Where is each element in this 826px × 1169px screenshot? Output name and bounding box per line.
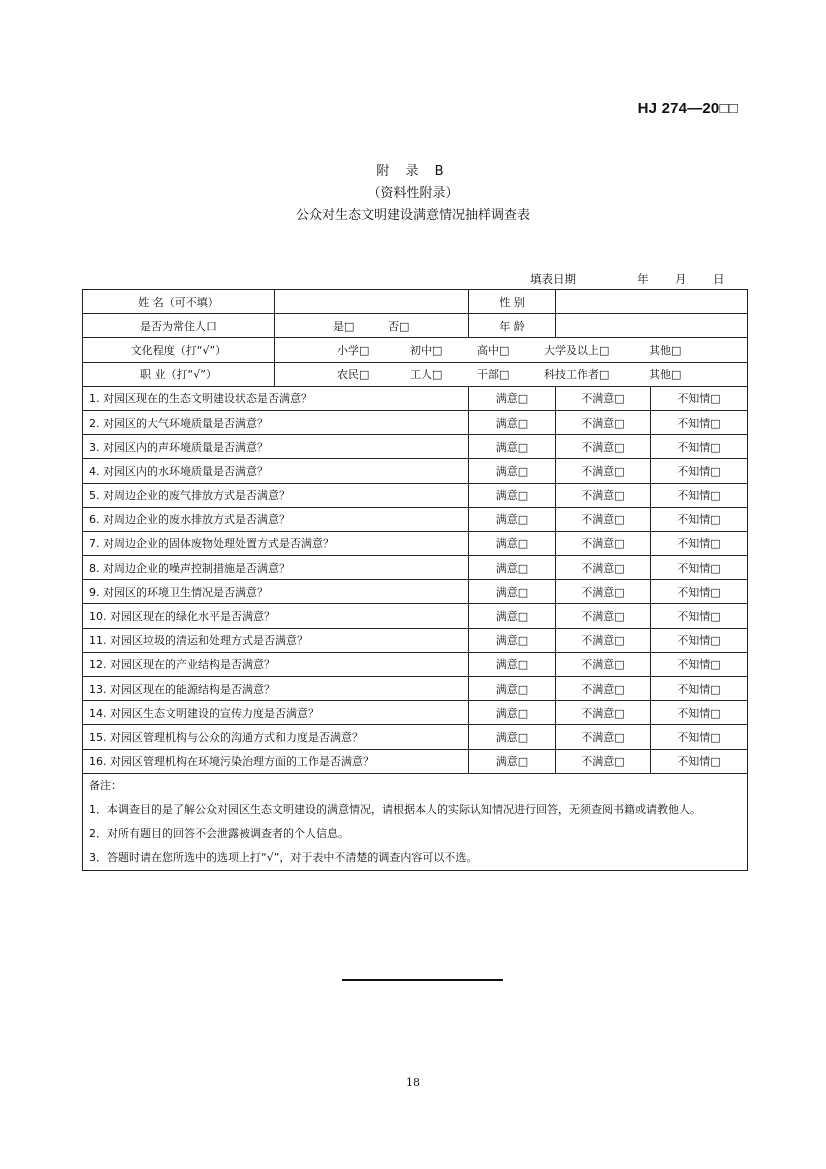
- unsatisfied-checkbox[interactable]: 不满意□: [556, 677, 651, 701]
- question-row: [83, 531, 748, 555]
- unknown-checkbox[interactable]: 不知情□: [651, 628, 748, 652]
- gender-label: 性 别: [469, 290, 556, 314]
- unsatisfied-checkbox[interactable]: 不满意□: [556, 701, 651, 725]
- note-item: 3．答题时请在您所选中的选项上打“√”，对于表中不清楚的调查内容可以不选。: [89, 850, 478, 864]
- unknown-checkbox[interactable]: 不知情□: [651, 556, 748, 580]
- education-option[interactable]: 其他□: [649, 343, 682, 357]
- unsatisfied-checkbox[interactable]: 不满意□: [556, 580, 651, 604]
- question-row: [83, 652, 748, 676]
- occupation-option[interactable]: 工人□: [410, 368, 443, 382]
- question-row: [83, 459, 748, 483]
- name-label: 姓 名（可不填）: [83, 290, 275, 314]
- satisfied-checkbox[interactable]: 满意□: [469, 459, 556, 483]
- info-row-education: [83, 338, 748, 362]
- resident-options: [275, 314, 469, 338]
- satisfied-checkbox[interactable]: 满意□: [469, 435, 556, 459]
- occupation-options: [275, 362, 748, 386]
- question-text: 10. 对园区现在的绿化水平是否满意？: [83, 604, 469, 628]
- question-text: 8. 对周边企业的噪声控制措施是否满意？: [83, 556, 469, 580]
- satisfied-checkbox[interactable]: 满意□: [469, 628, 556, 652]
- question-row: [83, 628, 748, 652]
- question-text: 1. 对园区现在的生态文明建设状态是否满意？: [83, 386, 469, 410]
- age-field[interactable]: [556, 314, 748, 338]
- education-option[interactable]: 初中□: [410, 343, 443, 357]
- satisfied-checkbox[interactable]: 满意□: [469, 386, 556, 410]
- satisfied-checkbox[interactable]: 满意□: [469, 556, 556, 580]
- education-option[interactable]: 大学及以上□: [544, 343, 610, 357]
- resident-label: 是否为常住人口: [83, 314, 275, 338]
- education-label: 文化程度（打“√”）: [83, 338, 275, 362]
- unsatisfied-checkbox[interactable]: 不满意□: [556, 604, 651, 628]
- unsatisfied-checkbox[interactable]: 不满意□: [556, 483, 651, 507]
- name-field[interactable]: [275, 290, 469, 314]
- unknown-checkbox[interactable]: 不知情□: [651, 725, 748, 749]
- unsatisfied-checkbox[interactable]: 不满意□: [556, 386, 651, 410]
- unknown-checkbox[interactable]: 不知情□: [651, 459, 748, 483]
- question-row: [83, 410, 748, 434]
- unsatisfied-checkbox[interactable]: 不满意□: [556, 556, 651, 580]
- education-option[interactable]: 小学□: [337, 343, 370, 357]
- satisfied-checkbox[interactable]: 满意□: [469, 652, 556, 676]
- notes-cell: [83, 773, 748, 870]
- question-row: [83, 435, 748, 459]
- question-text: 2. 对园区的大气环境质量是否满意？: [83, 410, 469, 434]
- occupation-option[interactable]: 其他□: [649, 368, 682, 382]
- question-row: [83, 483, 748, 507]
- unsatisfied-checkbox[interactable]: 不满意□: [556, 749, 651, 773]
- unknown-checkbox[interactable]: 不知情□: [651, 435, 748, 459]
- notes-heading: 备注：: [89, 778, 122, 792]
- page-number: 18: [406, 1076, 420, 1089]
- unsatisfied-checkbox[interactable]: 不满意□: [556, 531, 651, 555]
- satisfied-checkbox[interactable]: 满意□: [469, 531, 556, 555]
- fill-date-label: 填表日期: [530, 272, 576, 286]
- question-row: [83, 580, 748, 604]
- question-row: [83, 701, 748, 725]
- education-options: [275, 338, 748, 362]
- note-item: 1．本调查目的是了解公众对园区生态文明建设的满意情况，请根据本人的实际认知情况进行回答，无须查阅书籍或请教他人。: [89, 802, 701, 816]
- question-text: 4. 对园区内的水环境质量是否满意？: [83, 459, 469, 483]
- unknown-checkbox[interactable]: 不知情□: [651, 507, 748, 531]
- question-text: 3. 对园区内的声环境质量是否满意？: [83, 435, 469, 459]
- satisfied-checkbox[interactable]: 满意□: [469, 604, 556, 628]
- question-row: [83, 386, 748, 410]
- question-text: 7. 对周边企业的固体废物处理处置方式是否满意？: [83, 531, 469, 555]
- unsatisfied-checkbox[interactable]: 不满意□: [556, 507, 651, 531]
- appendix-note: （资料性附录）: [367, 186, 459, 201]
- question-text: 6. 对周边企业的废水排放方式是否满意？: [83, 507, 469, 531]
- unsatisfied-checkbox[interactable]: 不满意□: [556, 652, 651, 676]
- unsatisfied-checkbox[interactable]: 不满意□: [556, 410, 651, 434]
- unsatisfied-checkbox[interactable]: 不满意□: [556, 628, 651, 652]
- unknown-checkbox[interactable]: 不知情□: [651, 677, 748, 701]
- question-text: 16. 对园区管理机构在环境污染治理方面的工作是否满意？: [83, 749, 469, 773]
- question-row: [83, 677, 748, 701]
- satisfied-checkbox[interactable]: 满意□: [469, 701, 556, 725]
- satisfied-checkbox[interactable]: 满意□: [469, 483, 556, 507]
- question-row: [83, 556, 748, 580]
- fill-date-day: 日: [713, 272, 725, 286]
- satisfied-checkbox[interactable]: 满意□: [469, 749, 556, 773]
- notes-row: [83, 773, 748, 870]
- appendix-title: 附 录 B: [376, 164, 450, 179]
- question-text: 13. 对园区现在的能源结构是否满意？: [83, 677, 469, 701]
- note-item: 2．对所有题目的回答不会泄露被调查者的个人信息。: [89, 826, 349, 840]
- info-row-occupation: [83, 362, 748, 386]
- form-title: 公众对生态文明建设满意情况抽样调查表: [295, 208, 530, 223]
- occupation-option[interactable]: 农民□: [337, 368, 370, 382]
- standard-code: HJ 274—20□□: [637, 100, 738, 117]
- satisfied-checkbox[interactable]: 满意□: [469, 725, 556, 749]
- survey-table: [82, 289, 748, 871]
- question-text: 15. 对园区管理机构与公众的沟通方式和力度是否满意？: [83, 725, 469, 749]
- info-row-resident: [83, 314, 748, 338]
- resident-yes-checkbox[interactable]: 是□: [333, 319, 355, 333]
- unsatisfied-checkbox[interactable]: 不满意□: [556, 459, 651, 483]
- occupation-option[interactable]: 干部□: [477, 368, 510, 382]
- question-row: [83, 725, 748, 749]
- unknown-checkbox[interactable]: 不知情□: [651, 483, 748, 507]
- fill-date-month: 月: [675, 272, 687, 286]
- occupation-option[interactable]: 科技工作者□: [544, 368, 610, 382]
- unknown-checkbox[interactable]: 不知情□: [651, 386, 748, 410]
- fill-date-year: 年: [637, 272, 649, 286]
- question-text: 12. 对园区现在的产业结构是否满意？: [83, 652, 469, 676]
- unsatisfied-checkbox[interactable]: 不满意□: [556, 725, 651, 749]
- question-row: [83, 507, 748, 531]
- satisfied-checkbox[interactable]: 满意□: [469, 507, 556, 531]
- unknown-checkbox[interactable]: 不知情□: [651, 749, 748, 773]
- unknown-checkbox[interactable]: 不知情□: [651, 701, 748, 725]
- age-label: 年 龄: [469, 314, 556, 338]
- unknown-checkbox[interactable]: 不知情□: [651, 652, 748, 676]
- question-row: [83, 604, 748, 628]
- unknown-checkbox[interactable]: 不知情□: [651, 410, 748, 434]
- question-text: 11. 对园区垃圾的清运和处理方式是否满意？: [83, 628, 469, 652]
- end-rule: [342, 979, 503, 981]
- question-row: [83, 749, 748, 773]
- occupation-label: 职 业（打“√”）: [83, 362, 275, 386]
- education-option[interactable]: 高中□: [477, 343, 510, 357]
- question-text: 14. 对园区生态文明建设的宣传力度是否满意？: [83, 701, 469, 725]
- question-text: 9. 对园区的环境卫生情况是否满意？: [83, 580, 469, 604]
- satisfied-checkbox[interactable]: 满意□: [469, 580, 556, 604]
- info-row-name: [83, 290, 748, 314]
- unknown-checkbox[interactable]: 不知情□: [651, 604, 748, 628]
- unknown-checkbox[interactable]: 不知情□: [651, 580, 748, 604]
- satisfied-checkbox[interactable]: 满意□: [469, 677, 556, 701]
- unknown-checkbox[interactable]: 不知情□: [651, 531, 748, 555]
- resident-no-checkbox[interactable]: 否□: [388, 319, 410, 333]
- unsatisfied-checkbox[interactable]: 不满意□: [556, 435, 651, 459]
- satisfied-checkbox[interactable]: 满意□: [469, 410, 556, 434]
- title-block: [0, 161, 826, 227]
- gender-field[interactable]: [556, 290, 748, 314]
- question-text: 5. 对周边企业的废气排放方式是否满意？: [83, 483, 469, 507]
